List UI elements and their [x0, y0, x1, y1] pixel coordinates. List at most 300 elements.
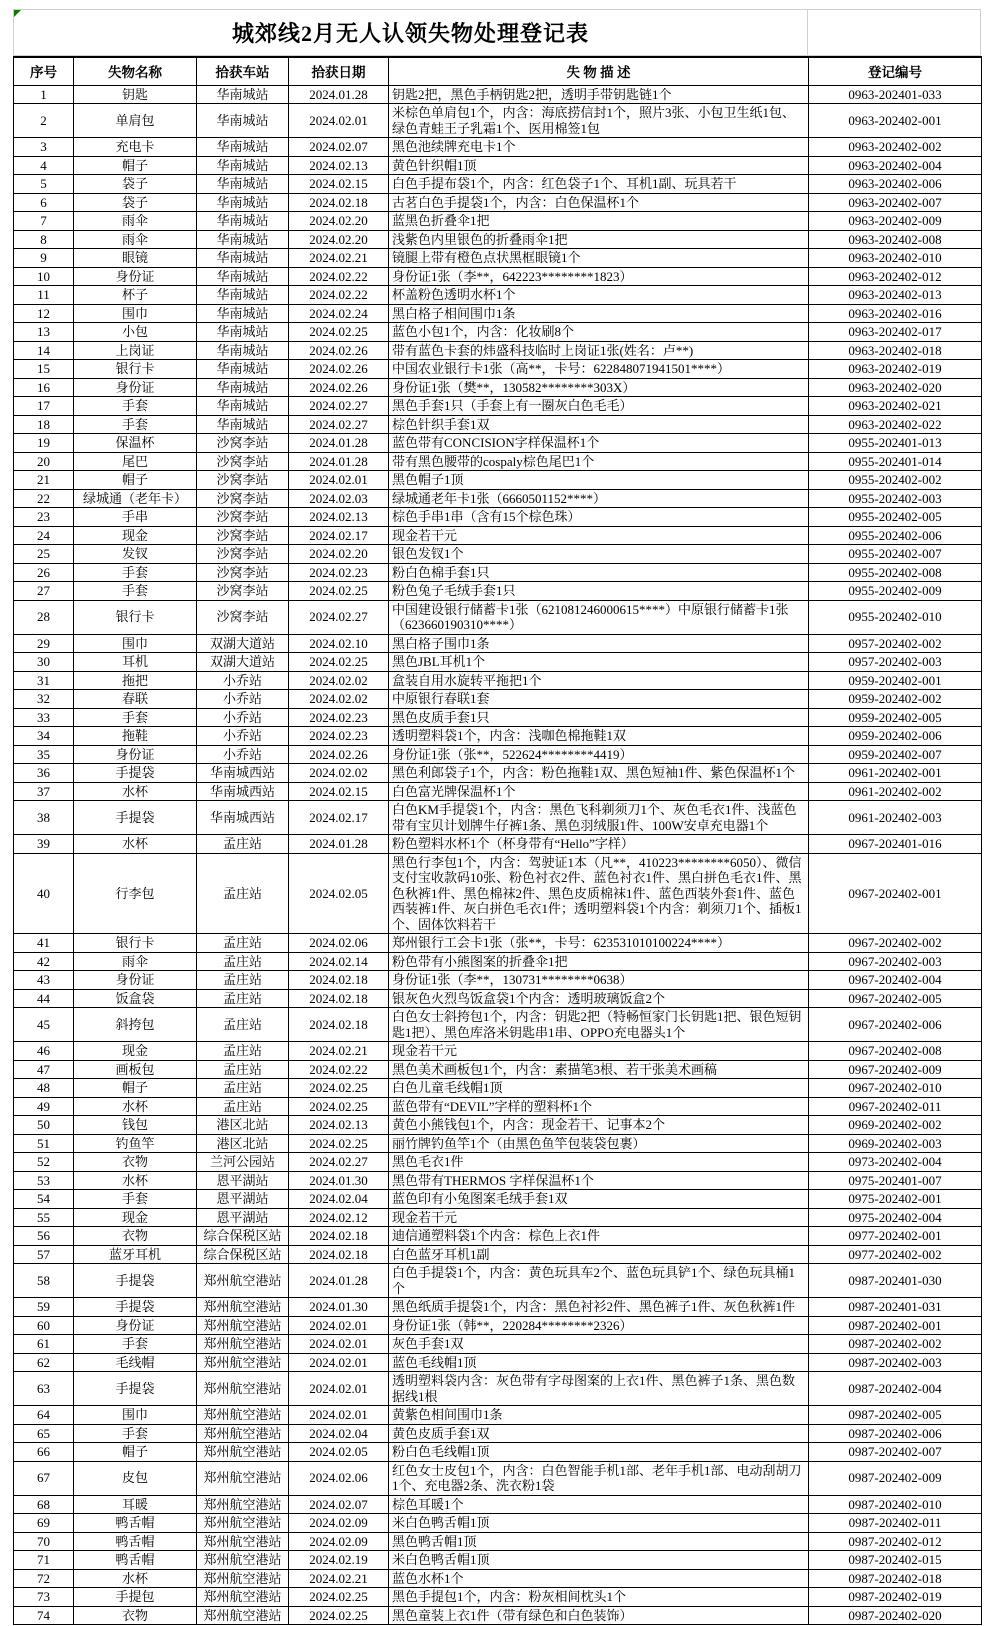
cell-registration-number: 0987-202402-009: [809, 1461, 982, 1495]
table-row: [14, 508, 982, 527]
cell-date-found: 2024.02.23: [289, 708, 389, 727]
cell-date-found: 2024.02.23: [289, 727, 389, 746]
cell-date-found: 2024.02.22: [289, 286, 389, 305]
cell-registration-number: 0967-202402-004: [809, 971, 982, 990]
cell-station-found: 华南城西站: [197, 782, 289, 801]
cell-item-name: 银行卡: [74, 360, 197, 379]
cell-registration-number: 0955-202402-002: [809, 471, 982, 490]
table-row: [14, 545, 982, 564]
cell-date-found: 2024.02.06: [289, 934, 389, 953]
cell-item-name: 水杯: [74, 782, 197, 801]
cell-station-found: 双湖大道站: [197, 653, 289, 672]
cell-date-found: 2024.02.21: [289, 1569, 389, 1588]
cell-registration-number: 0987-202402-020: [809, 1606, 982, 1625]
cell-item-description: 米棕色单肩包1个，内含：海底捞信封1个，照片3张、小包卫生纸1包、绿色青蛙王子乳霜1个、医用棉签1包: [389, 104, 809, 138]
cell-station-found: 华南城站: [197, 304, 289, 323]
table-row: [14, 1372, 982, 1406]
cell-item-name: 帽子: [74, 1079, 197, 1098]
cell-serial-number: 41: [14, 934, 74, 953]
cell-item-description: 白色手提布袋1个，内含：红色袋子1个、耳机1副、玩具若干: [389, 175, 809, 194]
cell-serial-number: 50: [14, 1116, 74, 1135]
cell-registration-number: 0969-202402-002: [809, 1116, 982, 1135]
cell-serial-number: 12: [14, 304, 74, 323]
table-row: [14, 1264, 982, 1298]
cell-registration-number: 0967-202402-006: [809, 1008, 982, 1042]
cell-item-description: 身份证1张（樊**，130582********303X）: [389, 378, 809, 397]
cell-registration-number: 0955-202402-007: [809, 545, 982, 564]
cell-item-name: 袋子: [74, 193, 197, 212]
cell-station-found: 综合保税区站: [197, 1245, 289, 1264]
cell-registration-number: 0955-202402-006: [809, 526, 982, 545]
cell-date-found: 2024.02.01: [289, 471, 389, 490]
cell-serial-number: 9: [14, 249, 74, 268]
cell-item-name: 水杯: [74, 1171, 197, 1190]
cell-registration-number: 0987-202402-002: [809, 1335, 982, 1354]
cell-item-name: 饭盒袋: [74, 989, 197, 1008]
cell-serial-number: 47: [14, 1060, 74, 1079]
cell-item-description: 黄色皮质手套1双: [389, 1424, 809, 1443]
cell-item-description: 蓝黑色折叠伞1把: [389, 212, 809, 231]
cell-serial-number: 42: [14, 952, 74, 971]
cell-station-found: 华南城西站: [197, 801, 289, 835]
cell-serial-number: 29: [14, 634, 74, 653]
cell-date-found: 2024.02.04: [289, 1190, 389, 1209]
cell-station-found: 华南城站: [197, 230, 289, 249]
cell-station-found: 沙窝李站: [197, 526, 289, 545]
cell-station-found: 孟庄站: [197, 971, 289, 990]
cell-date-found: 2024.02.25: [289, 1134, 389, 1153]
cell-serial-number: 56: [14, 1227, 74, 1246]
table-row: [14, 1551, 982, 1570]
cell-date-found: 2024.02.25: [289, 1606, 389, 1625]
cell-registration-number: 0963-202402-007: [809, 193, 982, 212]
cell-serial-number: 39: [14, 835, 74, 854]
table-row: [14, 1079, 982, 1098]
cell-registration-number: 0963-202402-019: [809, 360, 982, 379]
cell-date-found: 2024.02.01: [289, 1372, 389, 1406]
cell-serial-number: 68: [14, 1495, 74, 1514]
cell-date-found: 2024.02.18: [289, 193, 389, 212]
cell-serial-number: 51: [14, 1134, 74, 1153]
cell-station-found: 小乔站: [197, 708, 289, 727]
cell-registration-number: 0955-202402-009: [809, 582, 982, 601]
cell-serial-number: 18: [14, 415, 74, 434]
cell-station-found: 郑州航空港站: [197, 1551, 289, 1570]
cell-station-found: 郑州航空港站: [197, 1532, 289, 1551]
cell-date-found: 2024.02.18: [289, 989, 389, 1008]
cell-item-description: 红色女士皮包1个，内含：白色智能手机1部、老年手机1部、电动刮胡刀1个、充电器2条、洗衣粉1袋: [389, 1461, 809, 1495]
cell-item-description: 黑色带有THERMOS 字样保温杯1个: [389, 1171, 809, 1190]
cell-serial-number: 44: [14, 989, 74, 1008]
cell-serial-number: 5: [14, 175, 74, 194]
cell-serial-number: 65: [14, 1424, 74, 1443]
cell-item-description: 白色蓝牙耳机1副: [389, 1245, 809, 1264]
cell-registration-number: 0963-202402-013: [809, 286, 982, 305]
table-row: [14, 1424, 982, 1443]
cell-station-found: 华南城站: [197, 104, 289, 138]
cell-date-found: 2024.02.18: [289, 1245, 389, 1264]
cell-station-found: 郑州航空港站: [197, 1264, 289, 1298]
table-row: [14, 853, 982, 934]
cell-station-found: 华南城站: [197, 138, 289, 157]
cell-date-found: 2024.02.12: [289, 1208, 389, 1227]
table-row: [14, 634, 982, 653]
cell-station-found: 恩平湖站: [197, 1171, 289, 1190]
cell-station-found: 沙窝李站: [197, 563, 289, 582]
cell-registration-number: 0987-202402-001: [809, 1316, 982, 1335]
cell-item-description: 身份证1张（张**，522624********4419）: [389, 745, 809, 764]
cell-item-name: 手提袋: [74, 1264, 197, 1298]
cell-item-description: 现金若干元: [389, 1208, 809, 1227]
table-row: [14, 727, 982, 746]
cell-registration-number: 0955-202402-008: [809, 563, 982, 582]
cell-registration-number: 0977-202402-001: [809, 1227, 982, 1246]
cell-serial-number: 24: [14, 526, 74, 545]
cell-serial-number: 58: [14, 1264, 74, 1298]
cell-item-name: 行李包: [74, 853, 197, 934]
cell-date-found: 2024.01.28: [289, 434, 389, 453]
cell-item-name: 帽子: [74, 1443, 197, 1462]
header-item-name: 失物名称: [74, 57, 197, 85]
cell-date-found: 2024.02.14: [289, 952, 389, 971]
table-row: [14, 1008, 982, 1042]
cell-registration-number: 0963-202402-006: [809, 175, 982, 194]
cell-date-found: 2024.02.07: [289, 138, 389, 157]
cell-registration-number: 0959-202402-005: [809, 708, 982, 727]
cell-station-found: 港区北站: [197, 1134, 289, 1153]
cell-date-found: 2024.01.28: [289, 1264, 389, 1298]
cell-serial-number: 7: [14, 212, 74, 231]
cell-item-description: 镜腿上带有橙色点状黑框眼镜1个: [389, 249, 809, 268]
cell-station-found: 小乔站: [197, 690, 289, 709]
table-row: [14, 489, 982, 508]
cell-item-name: 身份证: [74, 1316, 197, 1335]
cell-registration-number: 0963-202402-008: [809, 230, 982, 249]
cell-item-description: 蓝色带有“DEVIL”字样的塑料杯1个: [389, 1097, 809, 1116]
cell-date-found: 2024.02.09: [289, 1532, 389, 1551]
cell-item-description: 粉白色棉手套1只: [389, 563, 809, 582]
table-row: [14, 85, 982, 104]
cell-item-description: 黄紫色相间围巾1条: [389, 1406, 809, 1425]
cell-serial-number: 59: [14, 1298, 74, 1317]
cell-date-found: 2024.02.09: [289, 1514, 389, 1533]
header-serial-number: 序号: [14, 57, 74, 85]
cell-date-found: 2024.01.30: [289, 1298, 389, 1317]
cell-item-description: 棕色手串1串（含有15个棕色珠）: [389, 508, 809, 527]
cell-registration-number: 0957-202402-003: [809, 653, 982, 672]
table-row: [14, 452, 982, 471]
cell-station-found: 华南城站: [197, 249, 289, 268]
cell-registration-number: 0987-202402-003: [809, 1353, 982, 1372]
cell-serial-number: 63: [14, 1372, 74, 1406]
table-row: [14, 323, 982, 342]
cell-item-name: 手套: [74, 582, 197, 601]
cell-item-name: 水杯: [74, 835, 197, 854]
cell-serial-number: 22: [14, 489, 74, 508]
cell-item-description: 米白色鸭舌帽1顶: [389, 1514, 809, 1533]
cell-date-found: 2024.02.20: [289, 230, 389, 249]
cell-registration-number: 0963-202402-009: [809, 212, 982, 231]
cell-item-name: 手串: [74, 508, 197, 527]
table-row: [14, 1097, 982, 1116]
cell-item-name: 袋子: [74, 175, 197, 194]
cell-item-description: 米白色鸭舌帽1顶: [389, 1551, 809, 1570]
cell-serial-number: 20: [14, 452, 74, 471]
cell-item-name: 手套: [74, 1335, 197, 1354]
cell-serial-number: 54: [14, 1190, 74, 1209]
cell-station-found: 郑州航空港站: [197, 1335, 289, 1354]
cell-station-found: 孟庄站: [197, 934, 289, 953]
cell-station-found: 郑州航空港站: [197, 1606, 289, 1625]
table-row: [14, 563, 982, 582]
cell-station-found: 小乔站: [197, 671, 289, 690]
cell-registration-number: 0967-202402-001: [809, 853, 982, 934]
cell-station-found: 沙窝李站: [197, 508, 289, 527]
cell-item-description: 粉色塑料水杯1个（杯身带有“Hello”字样）: [389, 835, 809, 854]
cell-registration-number: 0955-202402-005: [809, 508, 982, 527]
cell-serial-number: 60: [14, 1316, 74, 1335]
table-row: [14, 801, 982, 835]
cell-registration-number: 0955-202401-014: [809, 452, 982, 471]
cell-registration-number: 0987-202402-011: [809, 1514, 982, 1533]
cell-item-description: 棕色耳暖1个: [389, 1495, 809, 1514]
cell-item-description: 郑州银行工会卡1张（张**，卡号：623531010100224****）: [389, 934, 809, 953]
cell-item-description: 白色富光牌保温杯1个: [389, 782, 809, 801]
cell-station-found: 孟庄站: [197, 853, 289, 934]
cell-station-found: 沙窝李站: [197, 600, 289, 634]
cell-date-found: 2024.02.25: [289, 582, 389, 601]
cell-registration-number: 0987-202401-031: [809, 1298, 982, 1317]
cell-station-found: 郑州航空港站: [197, 1495, 289, 1514]
header-station-found: 拾获车站: [197, 57, 289, 85]
cell-registration-number: 0967-202402-009: [809, 1060, 982, 1079]
cell-station-found: 兰河公园站: [197, 1153, 289, 1172]
cell-registration-number: 0961-202402-001: [809, 764, 982, 783]
table-row: [14, 304, 982, 323]
cell-station-found: 孟庄站: [197, 835, 289, 854]
cell-item-description: 现金若干元: [389, 1042, 809, 1061]
cell-item-description: 黑色手提包1个，内含：粉灰相间枕头1个: [389, 1588, 809, 1607]
cell-item-name: 耳暖: [74, 1495, 197, 1514]
cell-item-name: 上岗证: [74, 341, 197, 360]
cell-registration-number: 0959-202402-006: [809, 727, 982, 746]
table-row: [14, 212, 982, 231]
table-row: [14, 526, 982, 545]
cell-date-found: 2024.02.05: [289, 1443, 389, 1462]
cell-serial-number: 25: [14, 545, 74, 564]
cell-item-name: 绿城通（老年卡）: [74, 489, 197, 508]
table-row: [14, 1606, 982, 1625]
cell-item-description: 钥匙2把，黑色手柄钥匙2把，透明手带钥匙链1个: [389, 85, 809, 104]
cell-station-found: 双湖大道站: [197, 634, 289, 653]
cell-date-found: 2024.01.28: [289, 452, 389, 471]
cell-registration-number: 0959-202402-002: [809, 690, 982, 709]
cell-date-found: 2024.02.25: [289, 653, 389, 672]
cell-date-found: 2024.02.27: [289, 1153, 389, 1172]
cell-item-description: 身份证1张（李**，642223********1823）: [389, 267, 809, 286]
table-row: [14, 1316, 982, 1335]
cell-item-name: 手提袋: [74, 764, 197, 783]
cell-serial-number: 67: [14, 1461, 74, 1495]
cell-serial-number: 10: [14, 267, 74, 286]
cell-item-description: 黑色JBL耳机1个: [389, 653, 809, 672]
cell-item-name: 现金: [74, 526, 197, 545]
cell-serial-number: 31: [14, 671, 74, 690]
cell-serial-number: 37: [14, 782, 74, 801]
table-row: [14, 1116, 982, 1135]
table-row: [14, 1406, 982, 1425]
cell-registration-number: 0959-202402-001: [809, 671, 982, 690]
cell-item-name: 拖把: [74, 671, 197, 690]
cell-date-found: 2024.02.26: [289, 360, 389, 379]
cell-date-found: 2024.02.25: [289, 1079, 389, 1098]
cell-item-name: 钱包: [74, 1116, 197, 1135]
cell-serial-number: 19: [14, 434, 74, 453]
cell-date-found: 2024.02.04: [289, 1424, 389, 1443]
cell-item-name: 钓鱼竿: [74, 1134, 197, 1153]
cell-registration-number: 0955-202402-003: [809, 489, 982, 508]
table-row: [14, 156, 982, 175]
cell-date-found: 2024.02.06: [289, 1461, 389, 1495]
cell-station-found: 华南城站: [197, 156, 289, 175]
cell-item-name: 杯子: [74, 286, 197, 305]
cell-date-found: 2024.02.21: [289, 1042, 389, 1061]
cell-serial-number: 71: [14, 1551, 74, 1570]
cell-registration-number: 0977-202402-002: [809, 1245, 982, 1264]
cell-station-found: 孟庄站: [197, 952, 289, 971]
cell-registration-number: 0955-202401-013: [809, 434, 982, 453]
cell-date-found: 2024.02.25: [289, 1588, 389, 1607]
cell-item-name: 身份证: [74, 267, 197, 286]
cell-station-found: 郑州航空港站: [197, 1424, 289, 1443]
cell-station-found: 孟庄站: [197, 1097, 289, 1116]
cell-registration-number: 0955-202402-010: [809, 600, 982, 634]
cell-date-found: 2024.02.26: [289, 745, 389, 764]
cell-registration-number: 0967-202401-016: [809, 835, 982, 854]
table-row: [14, 1134, 982, 1153]
cell-item-name: 手套: [74, 397, 197, 416]
cell-item-name: 鸭舌帽: [74, 1514, 197, 1533]
cell-item-name: 围巾: [74, 1406, 197, 1425]
cell-item-name: 围巾: [74, 634, 197, 653]
cell-item-description: 蓝色水杯1个: [389, 1569, 809, 1588]
cell-date-found: 2024.02.17: [289, 526, 389, 545]
cell-date-found: 2024.02.05: [289, 853, 389, 934]
cell-registration-number: 0987-202402-006: [809, 1424, 982, 1443]
table-row: [14, 708, 982, 727]
cell-registration-number: 0963-202402-020: [809, 378, 982, 397]
cell-item-name: 春联: [74, 690, 197, 709]
cell-item-description: 透明塑料袋1个，内含：浅咖色棉拖鞋1双: [389, 727, 809, 746]
cell-item-description: 黑色毛衣1件: [389, 1153, 809, 1172]
cell-serial-number: 3: [14, 138, 74, 157]
cell-item-name: 充电卡: [74, 138, 197, 157]
cell-serial-number: 1: [14, 85, 74, 104]
cell-item-description: 中国农业银行卡1张（高**，卡号：622848071941501****）: [389, 360, 809, 379]
table-row: [14, 286, 982, 305]
cell-date-found: 2024.02.18: [289, 1227, 389, 1246]
table-row: [14, 175, 982, 194]
cell-date-found: 2024.02.01: [289, 1353, 389, 1372]
cell-station-found: 沙窝李站: [197, 452, 289, 471]
cell-station-found: 郑州航空港站: [197, 1353, 289, 1372]
cell-serial-number: 73: [14, 1588, 74, 1607]
cell-item-name: 尾巴: [74, 452, 197, 471]
cell-date-found: 2024.02.02: [289, 671, 389, 690]
cell-date-found: 2024.02.22: [289, 267, 389, 286]
table-row: [14, 1245, 982, 1264]
cell-serial-number: 72: [14, 1569, 74, 1588]
cell-serial-number: 62: [14, 1353, 74, 1372]
cell-date-found: 2024.02.01: [289, 1335, 389, 1354]
cell-item-name: 手套: [74, 708, 197, 727]
table-row: [14, 230, 982, 249]
cell-date-found: 2024.02.18: [289, 1008, 389, 1042]
table-row: [14, 1514, 982, 1533]
table-row: [14, 104, 982, 138]
cell-registration-number: 0975-202402-001: [809, 1190, 982, 1209]
table-row: [14, 360, 982, 379]
cell-registration-number: 0963-202402-021: [809, 397, 982, 416]
cell-serial-number: 16: [14, 378, 74, 397]
cell-date-found: 2024.02.26: [289, 341, 389, 360]
table-row: [14, 434, 982, 453]
cell-item-description: 黑白格子相间围巾1条: [389, 304, 809, 323]
cell-item-name: 衣物: [74, 1606, 197, 1625]
table-row: [14, 1461, 982, 1495]
cell-date-found: 2024.02.25: [289, 1097, 389, 1116]
cell-serial-number: 53: [14, 1171, 74, 1190]
table-row: [14, 582, 982, 601]
table-row: [14, 1588, 982, 1607]
cell-item-name: 雨伞: [74, 952, 197, 971]
cell-item-description: 浅紫色内里银色的折叠雨伞1把: [389, 230, 809, 249]
cell-serial-number: 4: [14, 156, 74, 175]
cell-station-found: 华南城站: [197, 286, 289, 305]
cell-date-found: 2024.01.28: [289, 85, 389, 104]
cell-item-name: 毛线帽: [74, 1353, 197, 1372]
cell-date-found: 2024.02.20: [289, 212, 389, 231]
cell-station-found: 郑州航空港站: [197, 1443, 289, 1462]
table-row: [14, 1298, 982, 1317]
cell-item-name: 帽子: [74, 471, 197, 490]
cell-station-found: 华南城站: [197, 397, 289, 416]
title-cell: [13, 9, 808, 56]
cell-item-name: 水杯: [74, 1569, 197, 1588]
table-row: [14, 1569, 982, 1588]
cell-station-found: 华南城站: [197, 341, 289, 360]
cell-serial-number: 66: [14, 1443, 74, 1462]
cell-registration-number: 0963-202402-004: [809, 156, 982, 175]
cell-item-description: 现金若干元: [389, 526, 809, 545]
cell-item-name: 现金: [74, 1208, 197, 1227]
cell-item-description: 迪信通塑料袋1个内含：棕色上衣1件: [389, 1227, 809, 1246]
cell-item-name: 单肩包: [74, 104, 197, 138]
cell-registration-number: 0961-202402-002: [809, 782, 982, 801]
cell-station-found: 恩平湖站: [197, 1190, 289, 1209]
header-date-found: 拾获日期: [289, 57, 389, 85]
cell-date-found: 2024.02.17: [289, 801, 389, 835]
page-title: 城郊线2月无人认领失物处理登记表: [231, 21, 589, 46]
cell-registration-number: 0963-202402-016: [809, 304, 982, 323]
green-triangle-icon: [14, 10, 21, 17]
cell-serial-number: 38: [14, 801, 74, 835]
cell-registration-number: 0963-202402-012: [809, 267, 982, 286]
cell-item-description: 灰色手套1双: [389, 1335, 809, 1354]
cell-station-found: 华南城站: [197, 193, 289, 212]
cell-registration-number: 0963-202402-010: [809, 249, 982, 268]
cell-item-name: 拖鞋: [74, 727, 197, 746]
